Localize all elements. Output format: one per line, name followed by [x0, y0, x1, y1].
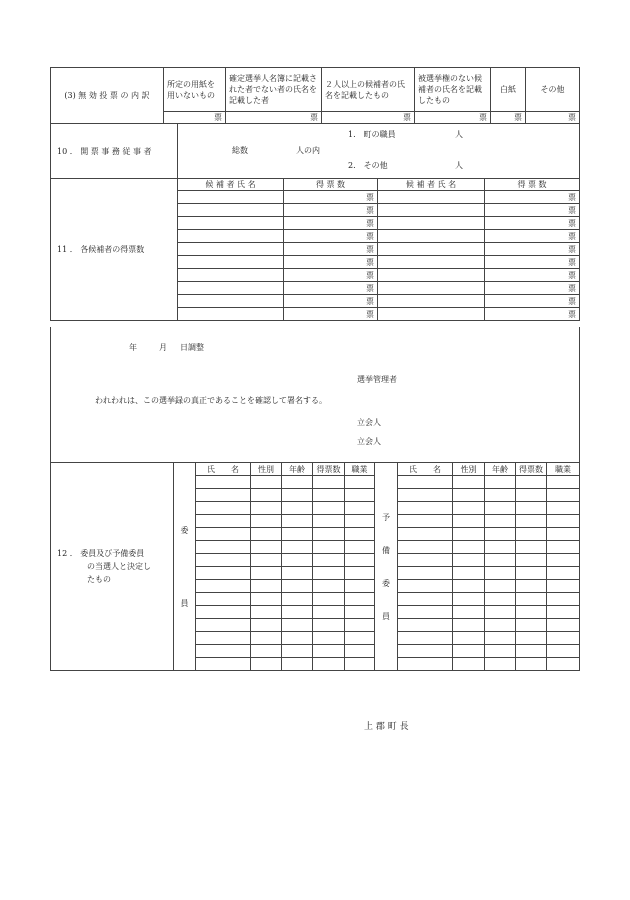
reserve-char-1: 予 [382, 512, 390, 522]
staff-item-2-unit: 人 [455, 161, 463, 170]
committee-header-age: 年齢 [282, 463, 313, 476]
section12-label-line1: 12 ． 委員及び予備委員 [57, 549, 145, 558]
votes-cell: 票 [284, 282, 378, 295]
votes-header-right: 得 票 数 [485, 179, 580, 191]
invalid-count-6: 票 [526, 112, 580, 124]
candidate-name-cell [378, 191, 485, 204]
section10-label: 10 ． 開 票 事 務 従 事 者 [51, 124, 178, 179]
candidate-name-header-left: 候 補 者 氏 名 [178, 179, 284, 191]
mayor-signature-label: 上 郡 町 長 [364, 722, 409, 732]
reserve-header-occupation: 職業 [547, 463, 580, 476]
candidate-name-cell [178, 256, 284, 269]
staff-item-1: 1. 町の職員 [348, 130, 396, 139]
invalid-col-1: 所定の用紙を用いないもの [164, 68, 226, 112]
candidate-name-cell [178, 191, 284, 204]
committee-table [50, 462, 580, 671]
staff-and-candidates-table [50, 123, 580, 321]
votes-cell: 票 [284, 217, 378, 230]
section12-label-line2: の当選人と決定し [87, 562, 151, 571]
candidate-name-cell [178, 230, 284, 243]
votes-cell: 票 [284, 295, 378, 308]
candidate-name-header-right: 候 補 者 氏 名 [378, 179, 485, 191]
attestation-box [50, 327, 580, 463]
staff-total-within: 人の内 [296, 146, 320, 155]
candidate-name-cell [378, 295, 485, 308]
votes-cell: 票 [485, 269, 580, 282]
candidate-name-cell [378, 308, 485, 321]
committee-group-label [174, 463, 196, 671]
committee-header-sex: 性別 [251, 463, 282, 476]
witness-label-2: 立会人 [357, 437, 381, 446]
committee-char-1: 委 [180, 525, 189, 535]
votes-cell: 票 [485, 243, 580, 256]
invalid-count-3: 票 [322, 112, 415, 124]
date-day: 日調整 [180, 343, 204, 352]
section10-body [178, 124, 580, 179]
votes-cell: 票 [284, 256, 378, 269]
committee-header-occupation: 職業 [345, 463, 375, 476]
votes-cell: 票 [284, 269, 378, 282]
votes-cell: 票 [485, 308, 580, 321]
reserve-char-2: 備 [382, 545, 390, 555]
invalid-count-5: 票 [491, 112, 526, 124]
invalid-col-6: その他 [526, 68, 580, 112]
invalid-col-2: 確定選挙人名簿に記載された者でない者の氏名を記載した者 [226, 68, 322, 112]
candidate-name-cell [378, 204, 485, 217]
votes-cell: 票 [485, 230, 580, 243]
candidate-name-cell [178, 269, 284, 282]
committee-char-2: 員 [180, 598, 189, 608]
election-manager-label: 選挙管理者 [357, 375, 397, 384]
votes-cell: 票 [284, 230, 378, 243]
reserve-char-3: 委 [382, 578, 390, 588]
candidate-name-cell [178, 282, 284, 295]
candidate-name-cell [378, 243, 485, 256]
candidate-name-cell [178, 308, 284, 321]
votes-cell: 票 [284, 308, 378, 321]
invalid-count-4: 票 [415, 112, 491, 124]
witness-label-1: 立会人 [357, 418, 381, 427]
committee-header-votes: 得票数 [313, 463, 345, 476]
section3-label: (3) 無 効 投 票 の 内 訳 [51, 68, 164, 124]
section11-label: 11 ． 各候補者の得票数 [51, 179, 178, 321]
votes-cell: 票 [485, 295, 580, 308]
staff-item-1-unit: 人 [455, 130, 463, 139]
votes-cell: 票 [485, 282, 580, 295]
staff-total-label: 総数 [232, 146, 248, 155]
votes-cell: 票 [284, 191, 378, 204]
candidate-name-cell [378, 217, 485, 230]
section12-label [51, 463, 174, 671]
votes-header-left: 得 票 数 [284, 179, 378, 191]
votes-cell: 票 [485, 256, 580, 269]
invalid-count-1: 票 [164, 112, 226, 124]
candidate-name-cell [378, 230, 485, 243]
section12-label-line3: たもの [87, 575, 111, 584]
candidate-name-cell [378, 256, 485, 269]
date-month: 月 [159, 343, 167, 352]
invalid-col-4: 被選挙権のない候補者の氏名を記載したもの [415, 68, 491, 112]
reserve-char-4: 員 [382, 611, 390, 621]
reserve-header-votes: 得票数 [516, 463, 547, 476]
invalid-votes-table [50, 67, 580, 124]
candidate-name-cell [178, 217, 284, 230]
invalid-count-2: 票 [226, 112, 322, 124]
invalid-col-3: ２人以上の候補者の氏名を記載したもの [322, 68, 415, 112]
reserve-header-sex: 性別 [453, 463, 485, 476]
staff-item-2: 2. その他 [348, 161, 388, 170]
candidate-name-cell [178, 295, 284, 308]
votes-cell: 票 [284, 204, 378, 217]
votes-cell: 票 [485, 204, 580, 217]
votes-cell: 票 [485, 191, 580, 204]
votes-cell: 票 [284, 243, 378, 256]
votes-cell: 票 [485, 217, 580, 230]
reserve-header-name: 氏 名 [398, 463, 453, 476]
committee-header-name: 氏 名 [196, 463, 251, 476]
date-year: 年 [129, 343, 137, 352]
attestation-statement: われわれは、この選挙録の真正であることを確認して署名する。 [95, 396, 327, 405]
candidate-name-cell [178, 243, 284, 256]
invalid-col-5: 白紙 [491, 68, 526, 112]
candidate-name-cell [378, 269, 485, 282]
reserve-header-age: 年齢 [485, 463, 516, 476]
candidate-name-cell [378, 282, 485, 295]
reserve-group-label [375, 463, 398, 671]
candidate-name-cell [178, 204, 284, 217]
